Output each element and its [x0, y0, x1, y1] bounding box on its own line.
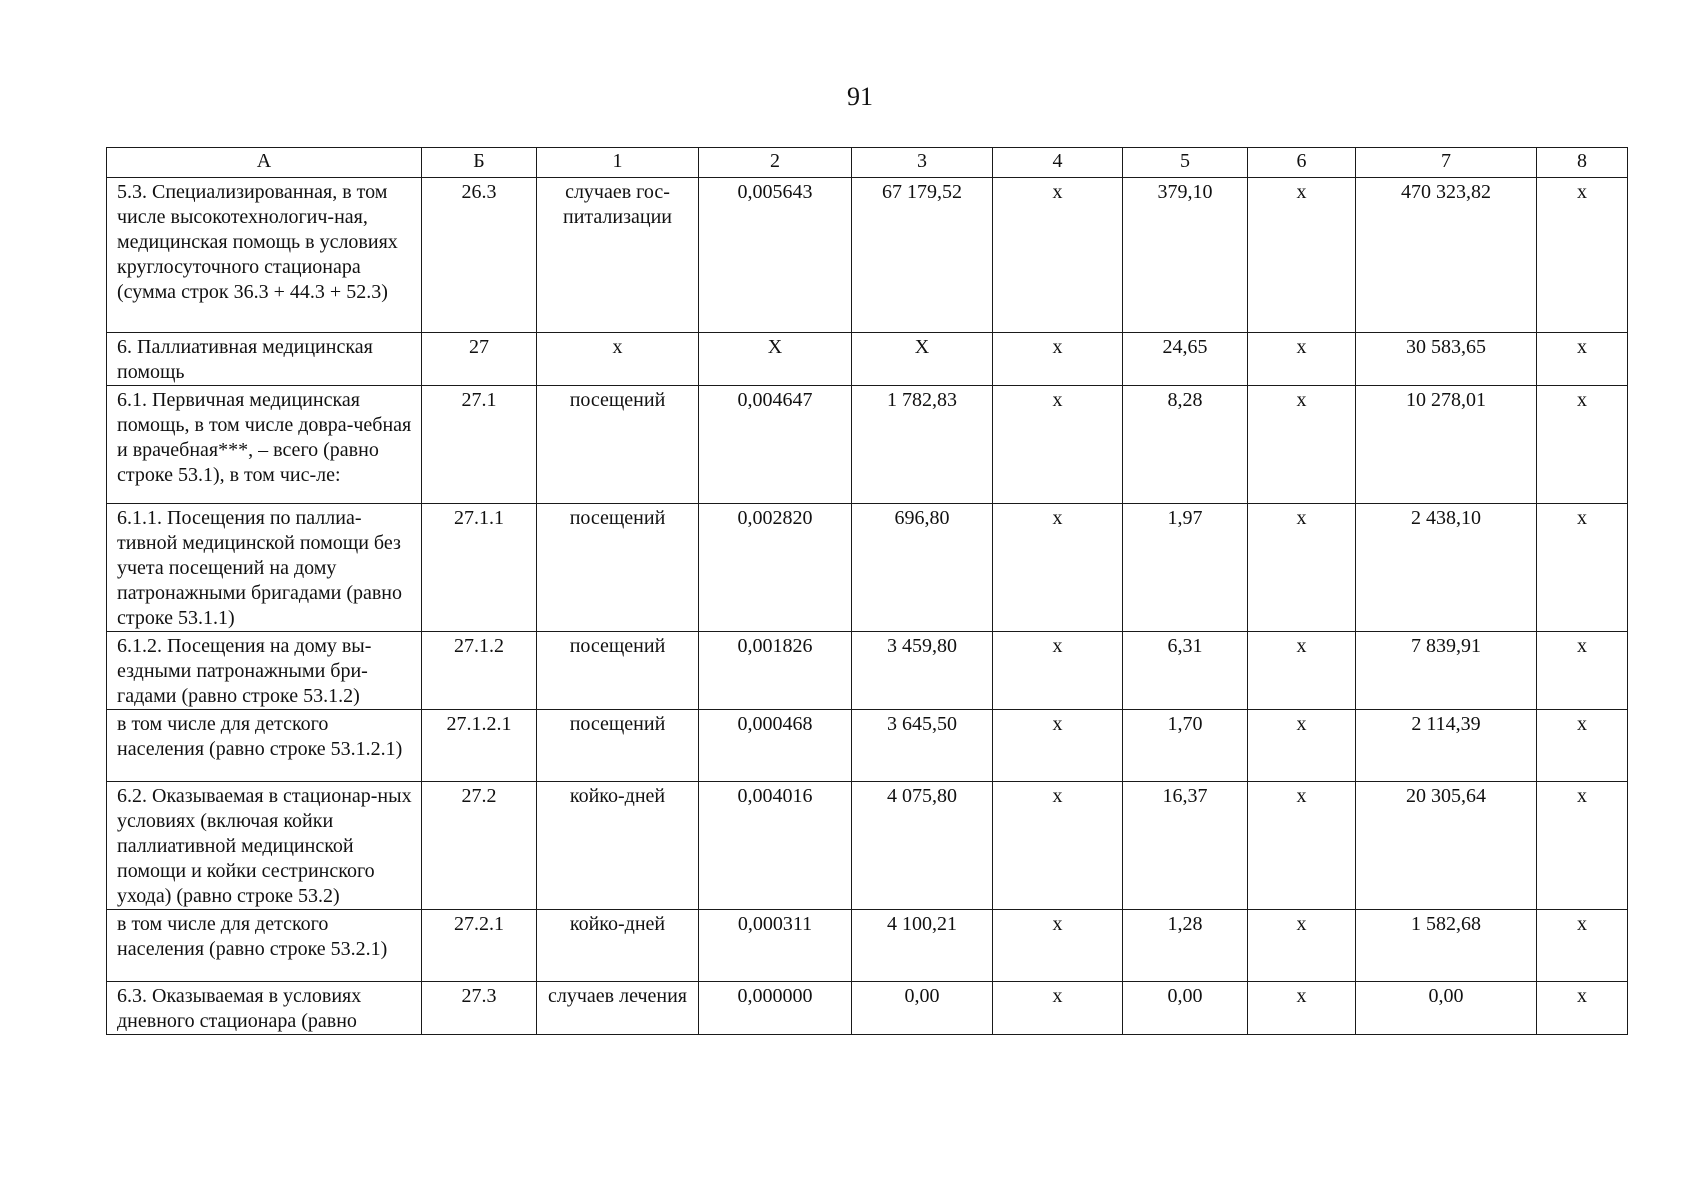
table-cell: 470 323,82	[1356, 178, 1537, 333]
table-cell: 27.2	[422, 782, 537, 910]
table-cell: х	[1537, 386, 1628, 504]
header-cell-b: Б	[422, 148, 537, 178]
table-cell: 2 114,39	[1356, 710, 1537, 782]
table-row	[107, 710, 1628, 782]
row-label-cell: 6.2. Оказываемая в стационар-ных условиях (включая койки паллиативной медицинской помощи и койки сестринского ухода) (равно строке 53.2)	[107, 782, 422, 910]
table-cell: 8,28	[1123, 386, 1248, 504]
table-cell: 1,70	[1123, 710, 1248, 782]
table-cell: 379,10	[1123, 178, 1248, 333]
table-cell: 26.3	[422, 178, 537, 333]
table-cell: 27.3	[422, 982, 537, 1035]
row-label-cell: в том числе для детского населения (равно строке 53.2.1)	[107, 910, 422, 982]
row-label-cell: 6.1.2. Посещения на дому вы-ездными патронажными бри-гадами (равно строке 53.1.2)	[107, 632, 422, 710]
table-cell: х	[1248, 710, 1356, 782]
table-cell: Х	[699, 333, 852, 386]
header-cell-5: 5	[1123, 148, 1248, 178]
header-cell-3: 3	[852, 148, 993, 178]
table-cell: посещений	[537, 710, 699, 782]
table-cell: х	[1537, 504, 1628, 632]
table-row	[107, 333, 1628, 386]
table-cell: 27	[422, 333, 537, 386]
table-cell: х	[1248, 982, 1356, 1035]
table-body	[107, 178, 1628, 1035]
table-cell: посещений	[537, 504, 699, 632]
table-cell: 20 305,64	[1356, 782, 1537, 910]
row-label-cell: 6.1.1. Посещения по паллиа-тивной медицинской помощи без учета посещений на дому патронажными бригадами (равно строке 53.1.1)	[107, 504, 422, 632]
page-number: 91	[847, 82, 873, 111]
table-cell: х	[993, 504, 1123, 632]
table-cell: посещений	[537, 632, 699, 710]
table-row	[107, 386, 1628, 504]
header-cell-a: А	[107, 148, 422, 178]
table-cell: х	[1248, 632, 1356, 710]
data-table	[106, 147, 1628, 1035]
table-header-row	[107, 148, 1628, 178]
table-cell: х	[1248, 782, 1356, 910]
table-cell: х	[993, 982, 1123, 1035]
table-cell: х	[993, 178, 1123, 333]
header-cell-4: 4	[993, 148, 1123, 178]
table-cell: х	[1537, 910, 1628, 982]
table-cell: 24,65	[1123, 333, 1248, 386]
table-cell: 27.1.1	[422, 504, 537, 632]
table-cell: 1,28	[1123, 910, 1248, 982]
table-cell: 10 278,01	[1356, 386, 1537, 504]
table-cell: Х	[852, 333, 993, 386]
row-label-cell: 6. Паллиативная медицинская помощь	[107, 333, 422, 386]
table-cell: х	[1248, 504, 1356, 632]
table-row	[107, 782, 1628, 910]
table-cell: х	[993, 710, 1123, 782]
table-cell: 0,005643	[699, 178, 852, 333]
header-cell-8: 8	[1537, 148, 1628, 178]
table-cell: 4 075,80	[852, 782, 993, 910]
table-cell: х	[1248, 386, 1356, 504]
table-cell: 0,000311	[699, 910, 852, 982]
table-row	[107, 982, 1628, 1035]
table-cell: 0,004647	[699, 386, 852, 504]
table-cell: 67 179,52	[852, 178, 993, 333]
table-cell: 3 459,80	[852, 632, 993, 710]
table-cell: х	[537, 333, 699, 386]
table-cell: 27.1.2	[422, 632, 537, 710]
table-cell: 30 583,65	[1356, 333, 1537, 386]
table-cell: 0,000000	[699, 982, 852, 1035]
table-cell: 0,004016	[699, 782, 852, 910]
table-cell: 6,31	[1123, 632, 1248, 710]
table-cell: 1,97	[1123, 504, 1248, 632]
table-cell: х	[1537, 178, 1628, 333]
table-cell: х	[1248, 910, 1356, 982]
table-cell: случаев гос-питализации	[537, 178, 699, 333]
table-cell: 27.2.1	[422, 910, 537, 982]
table-cell: х	[993, 782, 1123, 910]
table-cell: 0,001826	[699, 632, 852, 710]
table-row	[107, 910, 1628, 982]
table-cell: 0,00	[852, 982, 993, 1035]
table-cell: 0,002820	[699, 504, 852, 632]
table-cell: 16,37	[1123, 782, 1248, 910]
table-cell: х	[1537, 782, 1628, 910]
table-cell: 7 839,91	[1356, 632, 1537, 710]
table-cell: койко-дней	[537, 782, 699, 910]
table-cell: х	[993, 333, 1123, 386]
row-label-cell: 6.3. Оказываемая в условиях дневного стационара (равно	[107, 982, 422, 1035]
table-cell: случаев лечения	[537, 982, 699, 1035]
table-cell: 27.1	[422, 386, 537, 504]
table-row	[107, 632, 1628, 710]
table-cell: х	[1537, 333, 1628, 386]
table-cell: 0,00	[1356, 982, 1537, 1035]
table-cell: х	[1537, 710, 1628, 782]
table-row	[107, 504, 1628, 632]
table-cell: х	[993, 386, 1123, 504]
table-cell: х	[1248, 333, 1356, 386]
table-cell: х	[993, 910, 1123, 982]
table-cell: 2 438,10	[1356, 504, 1537, 632]
table-cell: х	[1537, 632, 1628, 710]
table-cell: 0,00	[1123, 982, 1248, 1035]
table-cell: 696,80	[852, 504, 993, 632]
table-cell: х	[1537, 982, 1628, 1035]
table-cell: койко-дней	[537, 910, 699, 982]
table-cell: посещений	[537, 386, 699, 504]
header-cell-2: 2	[699, 148, 852, 178]
table-cell: 3 645,50	[852, 710, 993, 782]
table-cell: 0,000468	[699, 710, 852, 782]
row-label-cell: 6.1. Первичная медицинская помощь, в том числе довра-чебная и врачебная***, – всего (равно строке 53.1), в том чис-ле:	[107, 386, 422, 504]
table-row	[107, 178, 1628, 333]
table-cell: 1 782,83	[852, 386, 993, 504]
header-cell-1: 1	[537, 148, 699, 178]
table-cell: 1 582,68	[1356, 910, 1537, 982]
header-cell-7: 7	[1356, 148, 1537, 178]
row-label-cell: в том числе для детского населения (равно строке 53.1.2.1)	[107, 710, 422, 782]
table-cell: х	[993, 632, 1123, 710]
row-label-cell: 5.3. Специализированная, в том числе высокотехнологич-ная, медицинская помощь в условиях круглосуточного стационара (сумма строк 36.3 + 44.3 + 52.3)	[107, 178, 422, 333]
table-cell: х	[1248, 178, 1356, 333]
table-cell: 4 100,21	[852, 910, 993, 982]
header-cell-6: 6	[1248, 148, 1356, 178]
table-cell: 27.1.2.1	[422, 710, 537, 782]
